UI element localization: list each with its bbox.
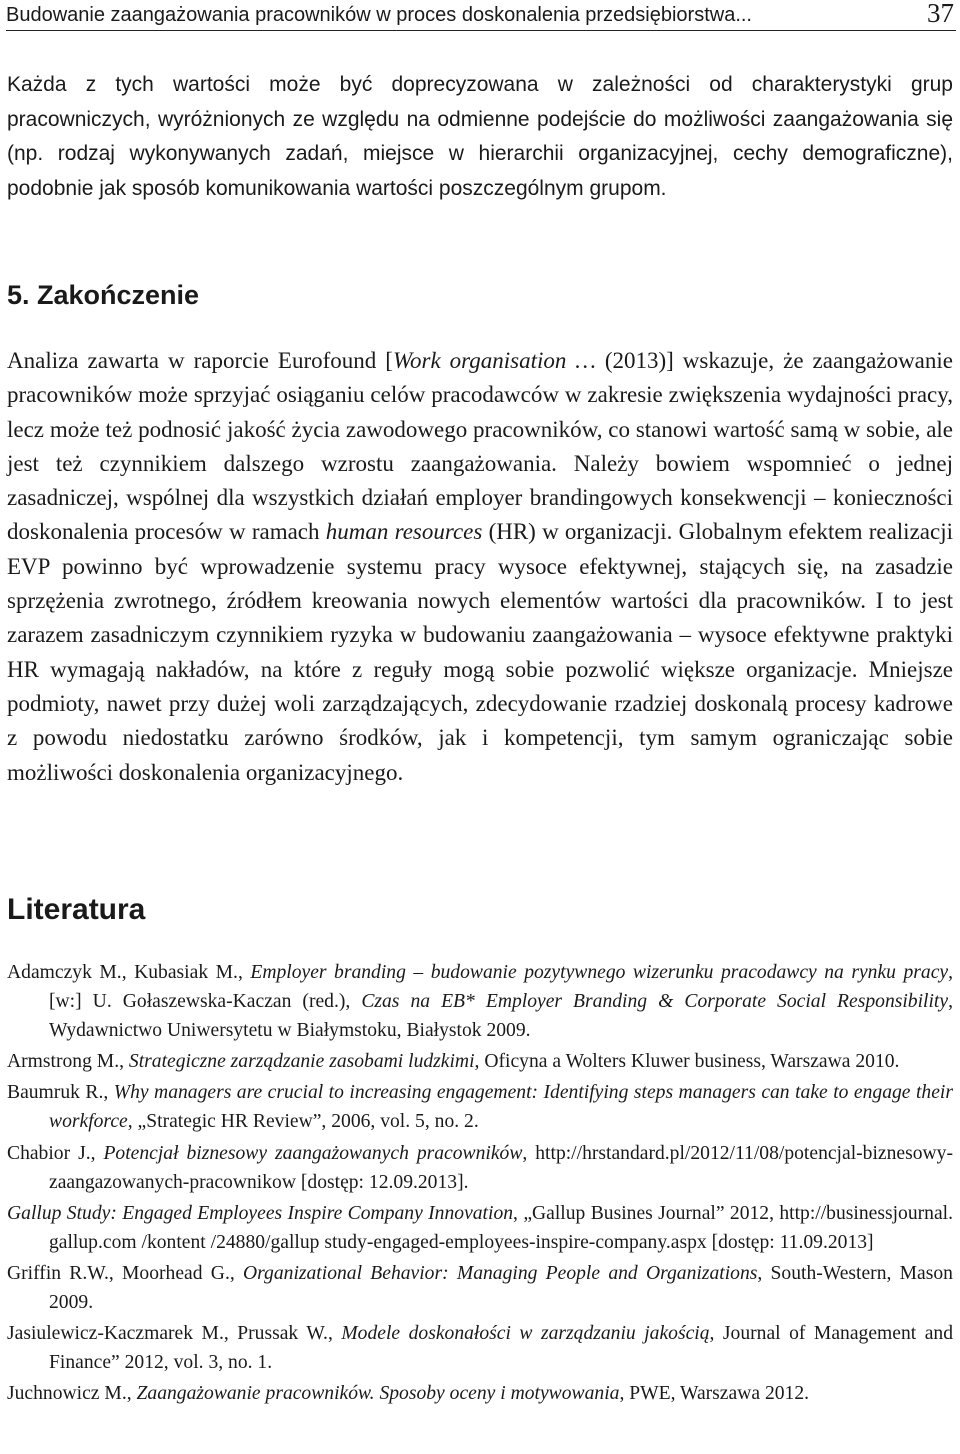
paragraph-italic-text: Work organisation … [392, 348, 596, 373]
reference-authors: Adamczyk M., Kubasiak M., [7, 962, 251, 983]
reference-item [7, 1139, 953, 1197]
reference-authors: Chabior J., [7, 1142, 104, 1164]
literature-heading: Literatura [7, 893, 146, 926]
reference-text: , [w:] U. Gołaszewska-Kaczan (red.), [49, 962, 954, 1013]
reference-title: Why managers are crucial to increasing engagement: Identifying steps managers can take to engage their workforce [49, 1082, 953, 1133]
section-heading: 5. Zakończenie [7, 280, 200, 310]
reference-list [7, 958, 953, 1410]
reference-item [7, 1199, 953, 1257]
reference-text: , Journal of Management and Finance” 2012, vol. 3, no. 1. [49, 1323, 953, 1374]
reference-authors: Armstrong M., [7, 1051, 129, 1073]
reference-item [7, 1047, 953, 1076]
reference-text: , PWE, Warszawa 2012. [619, 1383, 810, 1405]
reference-title: Organizational Behavior: Managing People and Organizations [243, 1262, 758, 1284]
reference-text: , „Strategic HR Review”, 2006, vol. 5, no. 2. [127, 1111, 479, 1133]
reference-title: Czas na EB* Employer Branding & Corporate Social Responsibility [361, 991, 949, 1013]
reference-authors: Juchnowicz M., [7, 1383, 137, 1405]
reference-title: Strategiczne zarządzanie zasobami ludzkimi [128, 1051, 475, 1073]
reference-item [7, 1259, 953, 1317]
reference-item [7, 1379, 953, 1408]
reference-authors: Baumruk R., [7, 1082, 114, 1104]
running-title: Budowanie zaangażowania pracowników w proces doskonalenia przedsiębiorstwa... [6, 4, 752, 26]
reference-title: Zaangażowanie pracowników. Sposoby oceny i motywowania [136, 1383, 620, 1405]
paragraph-text: (HR) w organizacji. Globalnym efektem realizacji EVP powinno być wprowadzenie systemu pracy wysoce efektywnej, stających się, na zasadzie sprzężenia zwrotnego, źródłem kreowania nowych elementów wartości dla pracowników. I to jest zarazem zasadniczym czynnikiem ryzyka w budowaniu zaangażowania – wysoce efektywne praktyki HR wymagają nakładów, na które z reguły mogą sobie pozwolić większe organizacje. Mniejsze podmioty, nawet przy dużej woli zarządzających, zdecydowanie rzadziej doskonalą procesy kadrowe z powodu niedostatku zarówno środków, jak i kompetencji, tym samym ograniczając sobie możliwości doskonalenia organizacyjnego. [7, 519, 953, 785]
reference-text: , Oficyna a Wolters Kluwer business, Warszawa 2010. [474, 1051, 900, 1073]
conclusion-paragraph [7, 344, 953, 790]
running-header [6, 0, 956, 31]
reference-item [7, 958, 953, 1045]
reference-text: , Wydawnictwo Uniwersytetu w Białymstoku, Białystok 2009. [49, 991, 953, 1042]
reference-title: Modele doskonałości w zarządzaniu jakością [341, 1323, 710, 1345]
reference-authors: Jasiulewicz-Kaczmarek M., Prussak W., [7, 1323, 342, 1345]
reference-title: Potencjał biznesowy zaangażowanych pracowników [103, 1142, 523, 1164]
paragraph-italic-text: human resources [325, 519, 483, 545]
reference-item [7, 1319, 953, 1377]
reference-title: Employer branding – budowanie pozytywnego wizerunku pracodawcy na rynku pracy [250, 962, 949, 983]
reference-authors: Griffin R.W., Moorhead G., [7, 1262, 243, 1284]
reference-text: , South-Western, Mason 2009. [49, 1262, 953, 1314]
reference-item [7, 1078, 953, 1136]
reference-text: , „Gallup Busines Journal” 2012, http://businessjournal. gallup.com /kontent /24880/gallup study-engaged-employees-inspire-company.aspx [dostęp: 11.09.2013] [49, 1202, 953, 1253]
paragraph-text: (2013)] wskazuje, że zaangażowanie pracowników może sprzyjać osiąganiu celów pracodawców w zakresie zwiększenia wydajności pracy, lecz może też podnosić jakość życia zawodowego pracowników, co stanowi wartość samą w sobie, ale jest też czynnikiem dalszego wzrostu zaangażowania. Należy bowiem wspomnieć o jednej zasadniczej, wspólnej dla wszystkich działań employer brandingowych konsekwencji – konieczności doskonalenia procesów w ramach [7, 348, 953, 545]
reference-text: , http://hrstandard.pl/2012/11/08/potencjal-biznesowy-zaangazowanych-pracownikow [dostęp: 12.09.2013]. [49, 1142, 953, 1193]
reference-title: Gallup Study: Engaged Employees Inspire Company Innovation [7, 1202, 514, 1224]
page-number: 37 [927, 0, 954, 28]
intro-paragraph: Każda z tych wartości może być doprecyzowana w zależności od charakterystyki grup pracowniczych, wyróżnionych ze względu na odmienne podejście do możliwości zaangażowania się (np. rodzaj wykonywanych zadań, miejsce w hierarchii organizacyjnej, cechy demograficzne), podobnie jak sposób komunikowania wartości poszczególnym grupom. [7, 73, 953, 200]
paragraph-text: Analiza zawarta w raporcie Eurofound [ [7, 348, 393, 373]
